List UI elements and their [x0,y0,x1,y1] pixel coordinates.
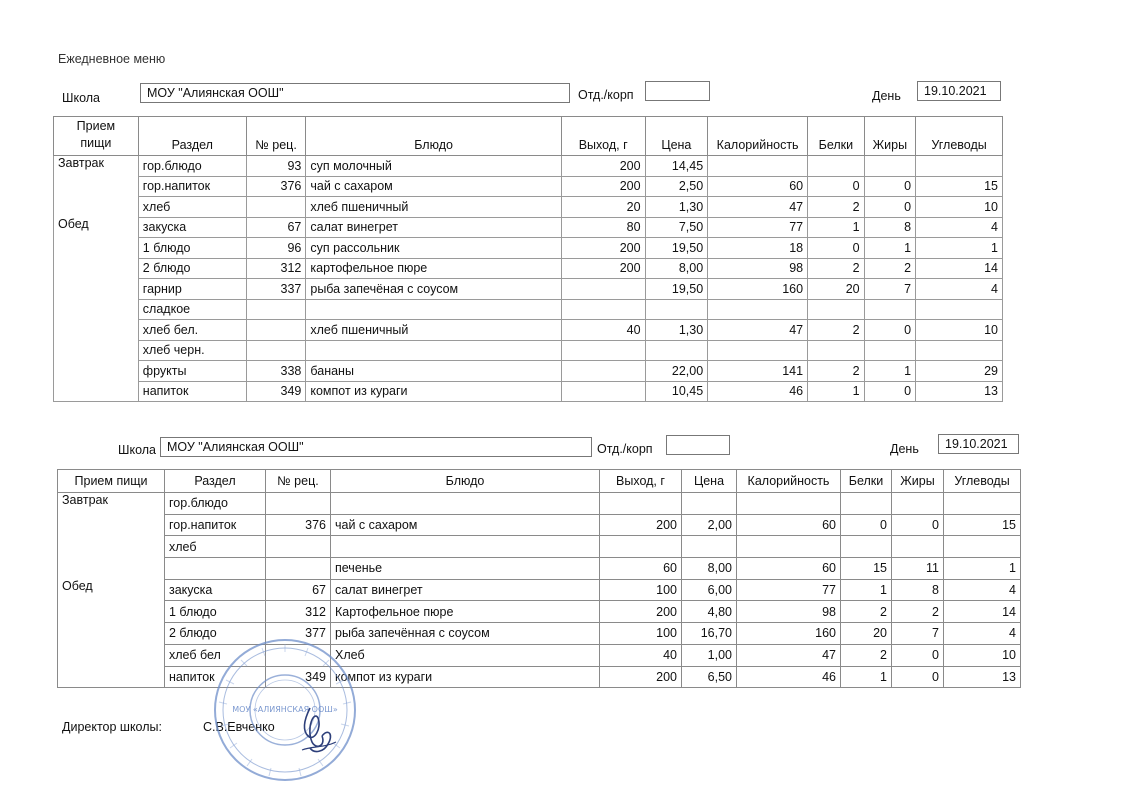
cell-dish: рыба запечённая с соусом [331,623,600,645]
cell-carb: 4 [944,579,1021,601]
day-label-2: День [890,442,919,456]
cell-carb: 10 [916,320,1003,341]
cell-output [561,279,645,300]
day-field-2[interactable]: 19.10.2021 [938,434,1019,454]
cell-output [561,299,645,320]
col-output-2: Выход, г [600,470,682,493]
cell-section: гор.напиток [138,176,246,197]
cell-recipe: 67 [266,579,331,601]
day-field[interactable]: 19.10.2021 [917,81,1001,101]
cell-cal: 60 [708,176,808,197]
cell-output [561,340,645,361]
cell-section: напиток [165,666,266,688]
col-price: Цена [645,117,708,156]
cell-section: гор.блюдо [165,493,266,515]
cell-carb [916,299,1003,320]
col-meal-2: Прием пищи [58,470,165,493]
cell-dish: чай с сахаром [331,514,600,536]
cell-output: 200 [600,601,682,623]
cell-cal: 47 [708,197,808,218]
cell-cal: 98 [708,258,808,279]
cell-fat: 11 [892,558,944,580]
cell-dish: хлеб пшеничный [306,320,561,341]
col-carbs-2: Углеводы [944,470,1021,493]
cell-section: закуска [138,217,246,238]
col-carbs: Углеводы [916,117,1003,156]
table-row [58,536,1021,558]
cell-section: гарнир [138,279,246,300]
school-field-2[interactable]: МОУ "Алиянская ООШ" [160,437,592,457]
cell-prot: 20 [808,279,865,300]
col-calories: Калорийность [708,117,808,156]
col-recipe: № рец. [246,117,306,156]
cell-prot: 1 [808,381,865,402]
cell-fat [864,340,915,361]
cell-recipe [266,558,331,580]
cell-dish: Хлеб [331,644,600,666]
table-row [54,279,1003,300]
cell-dish: суп рассольник [306,238,561,259]
cell-section: 1 блюдо [165,601,266,623]
col-protein-2: Белки [841,470,892,493]
cell-section: 2 блюдо [165,623,266,645]
table-header-row-2 [58,470,1021,493]
cell-price [682,536,737,558]
table-row [54,381,1003,402]
cell-dish: Картофельное пюре [331,601,600,623]
cell-cal [708,340,808,361]
cell-dish [306,299,561,320]
cell-price: 6,00 [682,579,737,601]
cell-fat: 2 [892,601,944,623]
cell-fat: 1 [864,361,915,382]
table-row [54,361,1003,382]
cell-cal: 46 [708,381,808,402]
cell-recipe: 338 [246,361,306,382]
cell-section: напиток [138,381,246,402]
cell-recipe: 376 [266,514,331,536]
cell-fat: 0 [864,197,915,218]
cell-carb: 14 [944,601,1021,623]
cell-recipe [246,320,306,341]
cell-fat [864,156,915,177]
col-recipe-2: № рец. [266,470,331,493]
cell-fat: 8 [864,217,915,238]
cell-recipe: 96 [246,238,306,259]
cell-dish [306,340,561,361]
cell-prot: 1 [841,666,892,688]
cell-fat: 0 [864,176,915,197]
cell-cal: 77 [737,579,841,601]
cell-dish [331,536,600,558]
table-row [54,320,1003,341]
cell-cal [737,536,841,558]
cell-carb: 10 [944,644,1021,666]
cell-recipe: 377 [266,623,331,645]
cell-cal: 77 [708,217,808,238]
cell-price: 14,45 [645,156,708,177]
cell-price: 16,70 [682,623,737,645]
cell-dish: печенье [331,558,600,580]
cell-recipe: 337 [246,279,306,300]
cell-output: 100 [600,623,682,645]
cell-section: 2 блюдо [138,258,246,279]
cell-dish: компот из кураги [306,381,561,402]
col-output: Выход, г [561,117,645,156]
cell-output: 100 [600,579,682,601]
cell-carb: 10 [916,197,1003,218]
cell-output: 200 [561,258,645,279]
cell-output: 200 [600,514,682,536]
cell-cal [708,299,808,320]
cell-carb [916,156,1003,177]
cell-recipe: 312 [246,258,306,279]
school-field[interactable]: МОУ "Алиянская ООШ" [140,83,570,103]
cell-carb: 29 [916,361,1003,382]
school-label-2: Школа [118,443,156,457]
menu-table-1 [53,116,1003,402]
cell-price [645,340,708,361]
cell-recipe [246,340,306,361]
cell-meal: Обед [54,217,139,238]
cell-recipe: 349 [266,666,331,688]
cell-meal [54,381,139,402]
cell-prot [808,340,865,361]
cell-price: 1,30 [645,197,708,218]
table-row [54,340,1003,361]
cell-cal: 60 [737,558,841,580]
cell-dish: картофельное пюре [306,258,561,279]
cell-section: хлеб бел [165,644,266,666]
cell-cal: 60 [737,514,841,536]
cell-output: 80 [561,217,645,238]
cell-section: гор.блюдо [138,156,246,177]
cell-price: 1,30 [645,320,708,341]
cell-prot: 2 [808,258,865,279]
cell-prot: 0 [808,238,865,259]
cell-section: закуска [165,579,266,601]
cell-fat [892,493,944,515]
table-row [58,579,1021,601]
cell-cal [737,493,841,515]
col-dish: Блюдо [306,117,561,156]
cell-section: хлеб черн. [138,340,246,361]
cell-meal [58,536,165,558]
cell-cal: 47 [708,320,808,341]
table-row [58,514,1021,536]
cell-prot [808,299,865,320]
cell-price: 8,00 [645,258,708,279]
cell-cal [708,156,808,177]
cell-fat [864,299,915,320]
cell-dish [331,493,600,515]
table-row [54,156,1003,177]
cell-fat: 7 [892,623,944,645]
cell-prot: 20 [841,623,892,645]
cell-cal: 47 [737,644,841,666]
cell-carb [944,493,1021,515]
cell-cal: 98 [737,601,841,623]
cell-dish: салат винегрет [306,217,561,238]
cell-prot: 1 [841,579,892,601]
cell-recipe [246,299,306,320]
cell-output [600,536,682,558]
cell-meal [54,361,139,382]
cell-carb: 13 [944,666,1021,688]
col-section-2: Раздел [165,470,266,493]
cell-meal [58,644,165,666]
dept-field[interactable] [645,81,710,101]
cell-dish: рыба запечёная с соусом [306,279,561,300]
cell-meal [58,558,165,580]
cell-price: 19,50 [645,238,708,259]
cell-carb: 15 [944,514,1021,536]
table-row [58,623,1021,645]
cell-meal [54,299,139,320]
cell-output: 200 [600,666,682,688]
cell-carb: 4 [916,279,1003,300]
cell-meal [54,258,139,279]
cell-meal [58,623,165,645]
col-section: Раздел [138,117,246,156]
cell-price [682,493,737,515]
cell-recipe [266,536,331,558]
cell-fat: 0 [892,666,944,688]
cell-meal [58,666,165,688]
cell-output: 200 [561,176,645,197]
cell-recipe [246,197,306,218]
cell-meal [58,601,165,623]
cell-section: гор.напиток [165,514,266,536]
cell-section: хлеб [138,197,246,218]
cell-output: 40 [600,644,682,666]
col-calories-2: Калорийность [737,470,841,493]
cell-price: 8,00 [682,558,737,580]
cell-carb: 4 [944,623,1021,645]
cell-price: 22,00 [645,361,708,382]
cell-price: 4,80 [682,601,737,623]
page-title: Ежедневное меню [58,52,166,66]
cell-price: 6,50 [682,666,737,688]
cell-section: сладкое [138,299,246,320]
cell-price: 10,45 [645,381,708,402]
cell-section: хлеб [165,536,266,558]
cell-output [600,493,682,515]
cell-carb: 4 [916,217,1003,238]
table-row [54,258,1003,279]
cell-cal: 18 [708,238,808,259]
table-row [58,666,1021,688]
cell-prot: 2 [808,197,865,218]
cell-section [165,558,266,580]
cell-meal [54,238,139,259]
cell-output: 20 [561,197,645,218]
cell-carb: 15 [916,176,1003,197]
director-name: С.В.Евченко [203,720,275,734]
cell-fat: 2 [864,258,915,279]
cell-recipe: 349 [246,381,306,402]
cell-section: 1 блюдо [138,238,246,259]
cell-fat: 0 [892,514,944,536]
director-label: Директор школы: [62,720,162,734]
cell-prot: 15 [841,558,892,580]
table-row [58,493,1021,515]
day-label: День [872,89,901,103]
table-row [58,601,1021,623]
cell-prot: 2 [808,361,865,382]
cell-cal: 46 [737,666,841,688]
cell-prot [841,536,892,558]
cell-carb: 1 [916,238,1003,259]
cell-section: хлеб бел. [138,320,246,341]
cell-prot [808,156,865,177]
cell-meal [54,176,139,197]
cell-meal [54,197,139,218]
cell-carb: 13 [916,381,1003,402]
table-row [54,197,1003,218]
cell-meal [54,340,139,361]
cell-prot: 0 [841,514,892,536]
cell-price: 7,50 [645,217,708,238]
cell-recipe: 312 [266,601,331,623]
stamp-text: МОУ «АЛИЯНСКАЯ ООШ» [232,705,338,714]
table-row [54,238,1003,259]
cell-fat [892,536,944,558]
cell-fat: 8 [892,579,944,601]
cell-dish: салат винегрет [331,579,600,601]
cell-prot: 2 [841,644,892,666]
cell-fat: 0 [864,320,915,341]
cell-meal: Завтрак [58,493,165,515]
cell-cal: 160 [737,623,841,645]
cell-price: 2,00 [682,514,737,536]
cell-output [561,361,645,382]
cell-meal [54,320,139,341]
cell-fat: 0 [892,644,944,666]
col-price-2: Цена [682,470,737,493]
col-meal: Прием пищи [54,117,139,156]
cell-output [561,381,645,402]
cell-recipe [266,493,331,515]
cell-price [645,299,708,320]
table-row [54,299,1003,320]
col-fat: Жиры [864,117,915,156]
cell-output: 200 [561,156,645,177]
cell-prot [841,493,892,515]
table-row [58,644,1021,666]
table-row [54,217,1003,238]
cell-price: 19,50 [645,279,708,300]
table-row [54,176,1003,197]
cell-price: 2,50 [645,176,708,197]
cell-dish: чай с сахаром [306,176,561,197]
director-signature [292,698,342,758]
table-row [58,558,1021,580]
cell-output: 200 [561,238,645,259]
cell-prot: 2 [808,320,865,341]
cell-dish: суп молочный [306,156,561,177]
dept-label-2: Отд./корп [597,442,653,456]
cell-fat: 7 [864,279,915,300]
col-fat-2: Жиры [892,470,944,493]
cell-recipe: 67 [246,217,306,238]
cell-section: фрукты [138,361,246,382]
cell-output: 60 [600,558,682,580]
cell-prot: 1 [808,217,865,238]
cell-meal [54,279,139,300]
cell-dish: бананы [306,361,561,382]
dept-label: Отд./корп [578,88,634,102]
cell-meal [58,514,165,536]
cell-carb: 14 [916,258,1003,279]
col-dish-2: Блюдо [331,470,600,493]
cell-carb [916,340,1003,361]
cell-price: 1,00 [682,644,737,666]
cell-dish: компот из кураги [331,666,600,688]
cell-prot: 0 [808,176,865,197]
cell-prot: 2 [841,601,892,623]
menu-table-2 [57,469,1021,688]
cell-recipe: 376 [246,176,306,197]
school-label: Школа [62,91,100,105]
cell-fat: 1 [864,238,915,259]
cell-meal: Обед [58,579,165,601]
col-protein: Белки [808,117,865,156]
cell-cal: 141 [708,361,808,382]
dept-field-2[interactable] [666,435,730,455]
cell-carb: 1 [944,558,1021,580]
cell-recipe: 93 [246,156,306,177]
cell-output: 40 [561,320,645,341]
cell-meal: Завтрак [54,156,139,177]
cell-carb [944,536,1021,558]
table-header-row [54,117,1003,156]
cell-dish: хлеб пшеничный [306,197,561,218]
cell-fat: 0 [864,381,915,402]
cell-cal: 160 [708,279,808,300]
